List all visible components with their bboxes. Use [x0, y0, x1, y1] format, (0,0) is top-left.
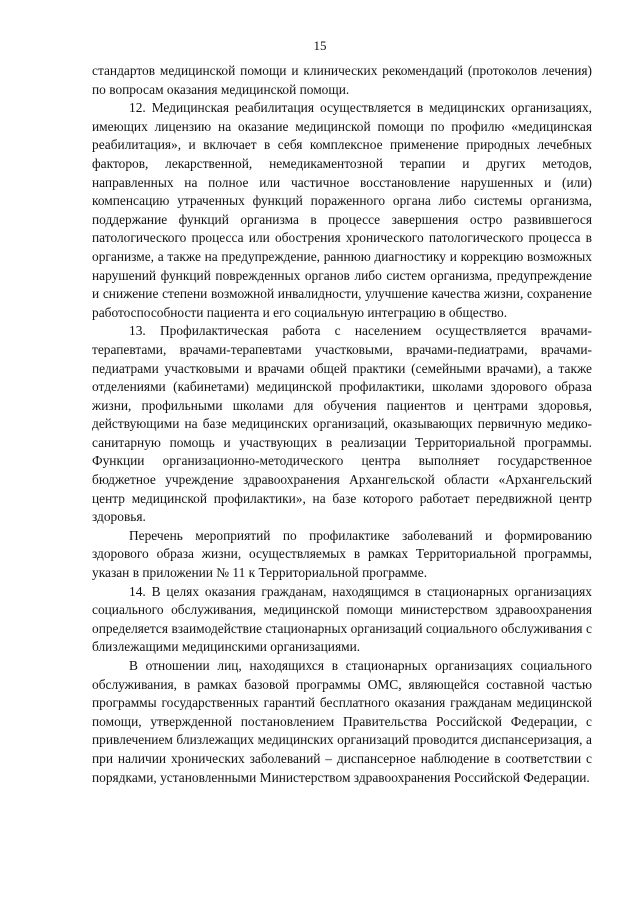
paragraph-item-13: 13. Профилактическая работа с населением осуществляется врачами-терапевтами, врачами-терапевтами участковыми, врачами-педиатрами, врачами-педиатрами участковыми и врачами общей практики (семейными врачами), а также отделениями (кабинетами) медицинской профилактики, школами здорового образа жизни, профильными школами для обучения пациентов и центрами здоровья, действующими на базе медицинских организаций, оказывающих первичную медико-санитарную помощь и участвующих в реализации Территориальной программы. Функции организационно-методического центра выполняет государственное бюджетное учреждение здравоохранения Архангельской области «Архангельский центр медицинской профилактики», на базе которого работает передвижной центр здоровья. — [92, 323, 592, 525]
paragraph-item-12: 12. Медицинская реабилитация осуществляется в медицинских организациях, имеющих лицензию на оказание медицинской помощи по профилю «медицинская реабилитация», и включает в себя комплексное применение природных лечебных факторов, лекарственной, немедикаментозной терапии и других методов, направленных на полное или частичное восстановление нарушенных и (или) компенсацию утраченных функций пораженного органа либо системы организма, поддержание функций организма в процессе завершения остро развившегося патологического процесса или обострения хронического патологического процесса в организме, а также на предупреждение, раннюю диагностику и коррекцию возможных нарушений функций поврежденных органов либо систем организма, предупреждение и снижение степени возможной инвалидности, улучшение качества жизни, сохранение работоспособности пациента и его социальную интеграцию в общество. — [92, 100, 592, 320]
paragraph-social-care: В отношении лиц, находящихся в стационарных организациях социального обслуживания, в рамках базовой программы ОМС, являющейся составной частью программы государственных гарантий бесплатного оказания гражданам медицинской помощи, утвержденной постановлением Правительства Российской Федерации, с привлечением близлежащих медицинских организаций проводится диспансеризация, а при наличии хронических заболеваний – диспансерное наблюдение в соответствии с порядками, установленными Министерством здравоохранения Российской Федерации. — [92, 658, 592, 785]
paragraph-prevention-list: Перечень мероприятий по профилактике заболеваний и формированию здорового образа жизни, осуществляемых в рамках Территориальной программы, указан в приложении № 11 к Территориальной программе. — [92, 527, 592, 581]
paragraph-continuation: стандартов медицинской помощи и клинических рекомендаций (протоколов лечения) по вопросам оказания медицинской помощи. — [92, 63, 592, 97]
document-body — [92, 62, 592, 787]
paragraph-item-14: 14. В целях оказания гражданам, находящимся в стационарных организациях социального обслуживания, медицинской помощи министерством здравоохранения определяется взаимодействие стационарных организаций социального обслуживания с близлежащими медицинскими организациями. — [92, 583, 592, 655]
page-number: 15 — [313, 38, 327, 53]
